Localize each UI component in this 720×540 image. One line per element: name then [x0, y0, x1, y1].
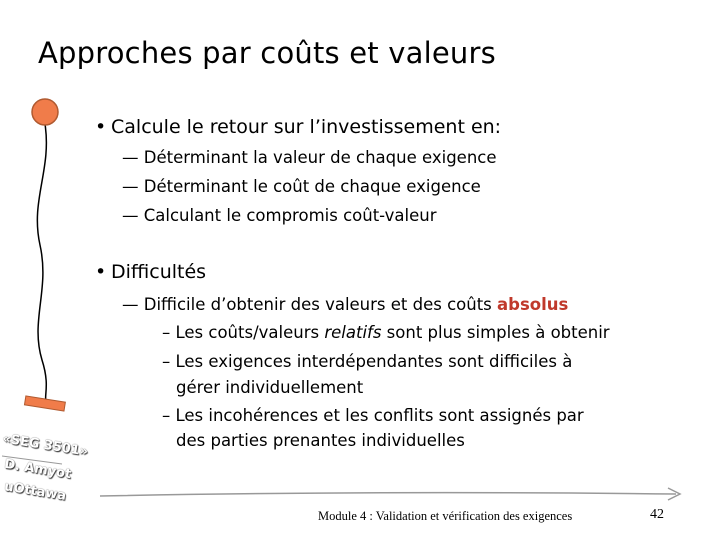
- bullet-dot: •: [95, 261, 107, 283]
- slide-title: Approches par coûts et valeurs: [38, 36, 496, 70]
- wavy-line: [37, 124, 46, 402]
- relatifs-pre: – Les coûts/valeurs: [162, 323, 325, 342]
- sub-item-absolus-text: — Difficile d’obtenir des valeurs et des coûts: [122, 295, 498, 314]
- relatifs-emphasis: relatifs: [324, 323, 382, 342]
- sub-sub-item-interdependantes: – Les exigences interdépendantes sont difficiles à: [162, 352, 573, 371]
- bottom-arrow-line: [100, 493, 676, 496]
- footer-module: Module 4 : Validation et vérification des exigences: [318, 509, 573, 523]
- bullet-roi: [95, 116, 501, 138]
- bullet-difficultes-text: Difficultés: [111, 261, 207, 283]
- stamp-university: uOttawa: [3, 479, 68, 504]
- sub-item-valeur: — Déterminant la valeur de chaque exigence: [122, 148, 497, 167]
- stamp-author: D. Amyot: [3, 456, 73, 483]
- stamp-course: «SEG 3501»: [1, 431, 90, 460]
- sub-sub-item-relatifs: [162, 323, 610, 342]
- sub-sub-item-incoherences-cont: des parties prenantes individuelles: [176, 431, 465, 450]
- relatifs-post: sont plus simples à obtenir: [381, 323, 610, 342]
- sub-sub-item-interdependantes-cont: gérer individuellement: [176, 378, 364, 397]
- sub-item-compromis: — Calculant le compromis coût-valeur: [122, 206, 437, 225]
- orange-circle: [32, 99, 58, 125]
- bullet-roi-text: Calcule le retour sur l’investissement en:: [111, 116, 502, 138]
- bullet-dot: •: [95, 116, 107, 138]
- page-number: 42: [650, 507, 664, 522]
- sub-sub-item-incoherences: – Les incohérences et les conflits sont assignés par: [162, 406, 584, 425]
- sub-item-cout: — Déterminant le coût de chaque exigence: [122, 177, 481, 196]
- bullet-difficultes: [95, 261, 206, 283]
- sub-item-absolus: [122, 295, 568, 314]
- absolus-emphasis: absolus: [497, 295, 569, 314]
